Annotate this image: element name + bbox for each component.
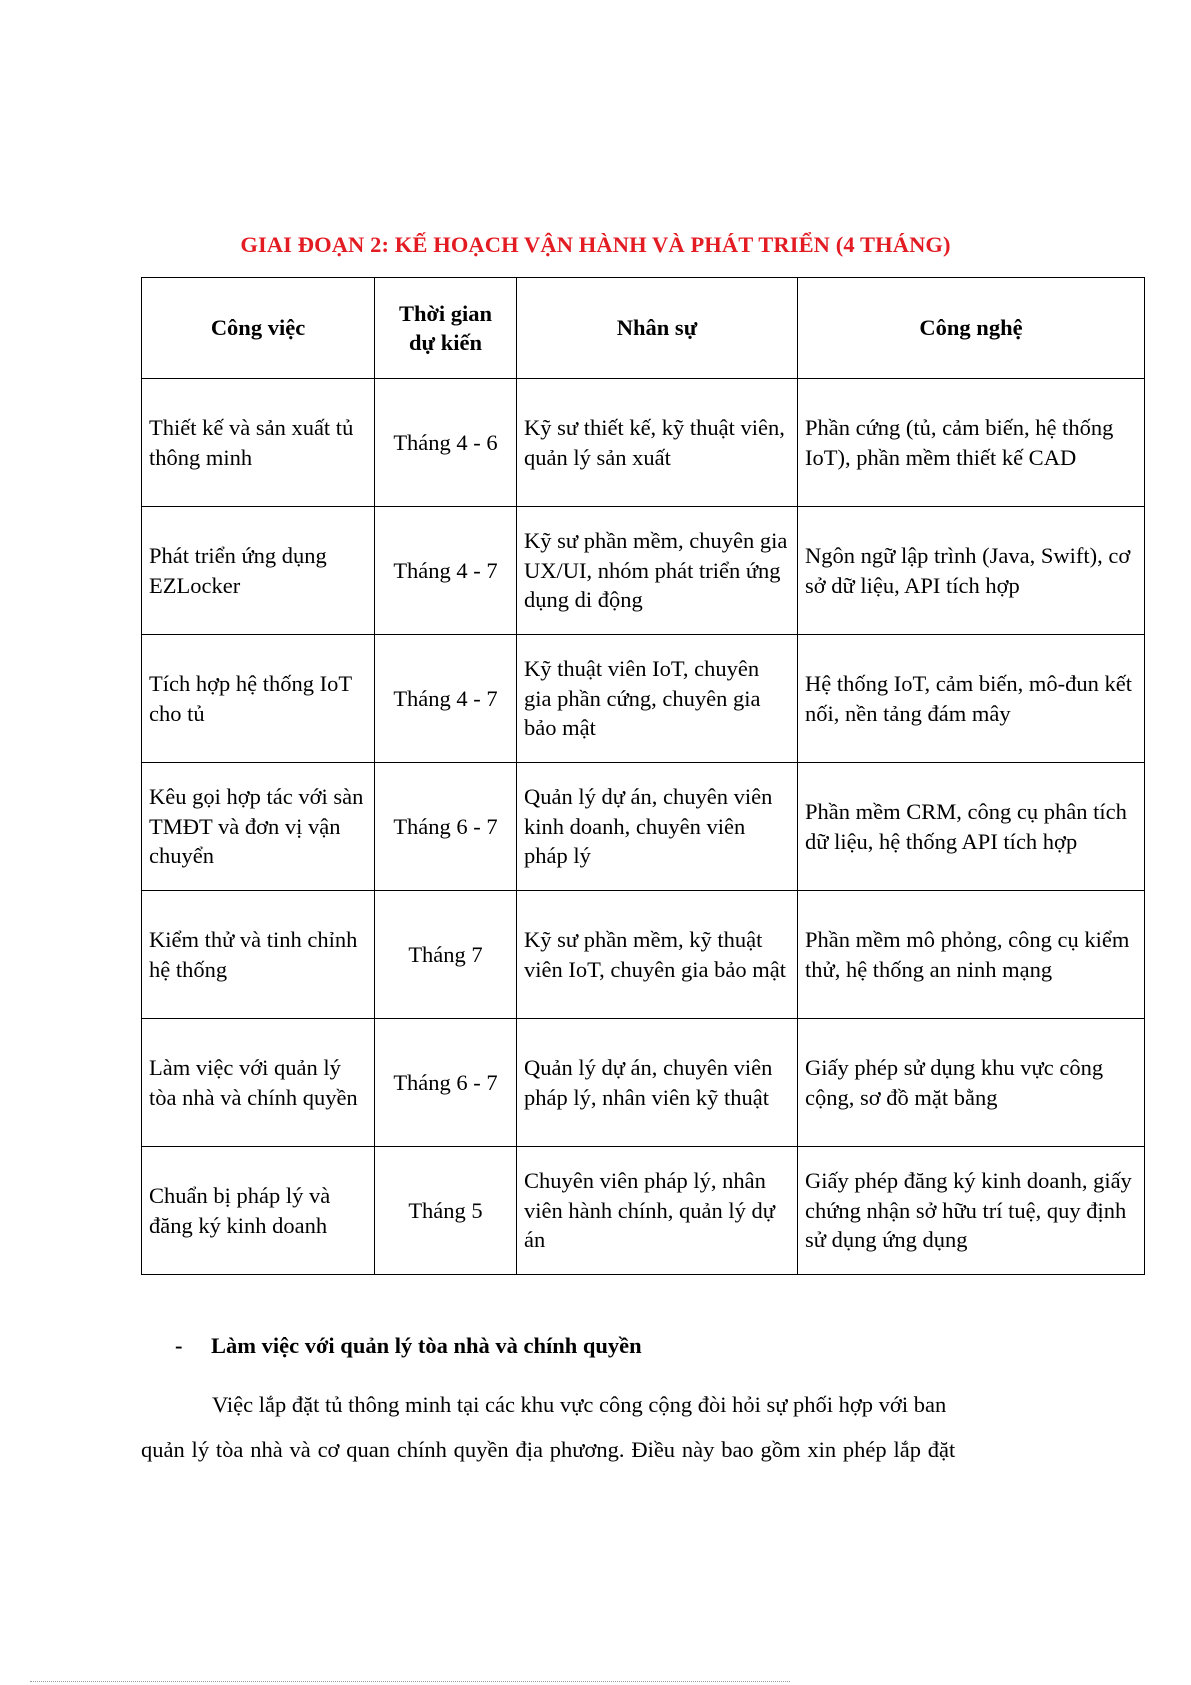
task-cell: Tích hợp hệ thống IoT cho tủ: [142, 635, 375, 763]
tech-cell: Phần mềm mô phỏng, công cụ kiểm thử, hệ thống an ninh mạng: [798, 891, 1145, 1019]
table-header-row: [142, 278, 1145, 379]
staff-cell: Quản lý dự án, chuyên viên pháp lý, nhân viên kỹ thuật: [517, 1019, 798, 1147]
task-cell: Làm việc với quản lý tòa nhà và chính quyền: [142, 1019, 375, 1147]
staff-cell: Kỹ sư thiết kế, kỹ thuật viên, quản lý sản xuất: [517, 379, 798, 507]
header-time-line1: Thời gian: [398, 300, 493, 326]
paragraph-line-2: quản lý tòa nhà và cơ quan chính quyền địa phương. Điều này bao gồm xin phép lắp đặt: [141, 1437, 956, 1462]
header-staff: Nhân sự: [517, 278, 798, 379]
phase-heading: GIAI ĐOẠN 2: KẾ HOẠCH VẬN HÀNH VÀ PHÁT TRIỂN (4 THÁNG): [240, 232, 951, 257]
section-title: Làm việc với quản lý tòa nhà và chính quyền: [211, 1333, 642, 1358]
table-row: [142, 507, 1145, 635]
bullet-dash: -: [175, 1333, 183, 1358]
time-cell: Tháng 6 - 7: [375, 763, 517, 891]
header-time-line2: dự kiến: [409, 330, 482, 355]
tech-cell: Ngôn ngữ lập trình (Java, Swift), cơ sở dữ liệu, API tích hợp: [798, 507, 1145, 635]
header-tech: Công nghệ: [798, 278, 1145, 379]
tech-cell: Giấy phép sử dụng khu vực công cộng, sơ đồ mặt bằng: [798, 1019, 1145, 1147]
task-cell: Kêu gọi hợp tác với sàn TMĐT và đơn vị vận chuyển: [142, 763, 375, 891]
table-row: [142, 891, 1145, 1019]
time-cell: Tháng 6 - 7: [375, 1019, 517, 1147]
staff-cell: Kỹ thuật viên IoT, chuyên gia phần cứng, chuyên gia bảo mật: [517, 635, 798, 763]
header-time: [375, 278, 517, 379]
table-row: [142, 1019, 1145, 1147]
time-cell: Tháng 5: [375, 1147, 517, 1275]
task-cell: Thiết kế và sản xuất tủ thông minh: [142, 379, 375, 507]
table-row: [142, 1147, 1145, 1275]
plan-table: [141, 277, 1145, 1275]
tech-cell: Giấy phép đăng ký kinh doanh, giấy chứng nhận sở hữu trí tuệ, quy định sử dụng ứng dụng: [798, 1147, 1145, 1275]
task-cell: Chuẩn bị pháp lý và đăng ký kinh doanh: [142, 1147, 375, 1275]
table-row: [142, 763, 1145, 891]
page-bottom-divider: [30, 1681, 790, 1682]
tech-cell: Hệ thống IoT, cảm biến, mô-đun kết nối, nền tảng đám mây: [798, 635, 1145, 763]
staff-cell: Chuyên viên pháp lý, nhân viên hành chính, quản lý dự án: [517, 1147, 798, 1275]
tech-cell: Phần mềm CRM, công cụ phân tích dữ liệu, hệ thống API tích hợp: [798, 763, 1145, 891]
task-cell: Phát triển ứng dụng EZLocker: [142, 507, 375, 635]
tech-cell: Phần cứng (tủ, cảm biến, hệ thống IoT), phần mềm thiết kế CAD: [798, 379, 1145, 507]
time-cell: Tháng 4 - 7: [375, 635, 517, 763]
section-heading: [175, 1333, 642, 1359]
staff-cell: Kỹ sư phần mềm, chuyên gia UX/UI, nhóm phát triển ứng dụng di động: [517, 507, 798, 635]
staff-cell: Kỹ sư phần mềm, kỹ thuật viên IoT, chuyên gia bảo mật: [517, 891, 798, 1019]
staff-cell: Quản lý dự án, chuyên viên kinh doanh, chuyên viên pháp lý: [517, 763, 798, 891]
table-row: [142, 635, 1145, 763]
header-task: Công việc: [142, 278, 375, 379]
task-cell: Kiểm thử và tinh chỉnh hệ thống: [142, 891, 375, 1019]
paragraph-line-1: Việc lắp đặt tủ thông minh tại các khu vực công cộng đòi hỏi sự phối hợp với ban: [212, 1392, 947, 1417]
time-cell: Tháng 4 - 6: [375, 379, 517, 507]
time-cell: Tháng 7: [375, 891, 517, 1019]
table-row: [142, 379, 1145, 507]
time-cell: Tháng 4 - 7: [375, 507, 517, 635]
